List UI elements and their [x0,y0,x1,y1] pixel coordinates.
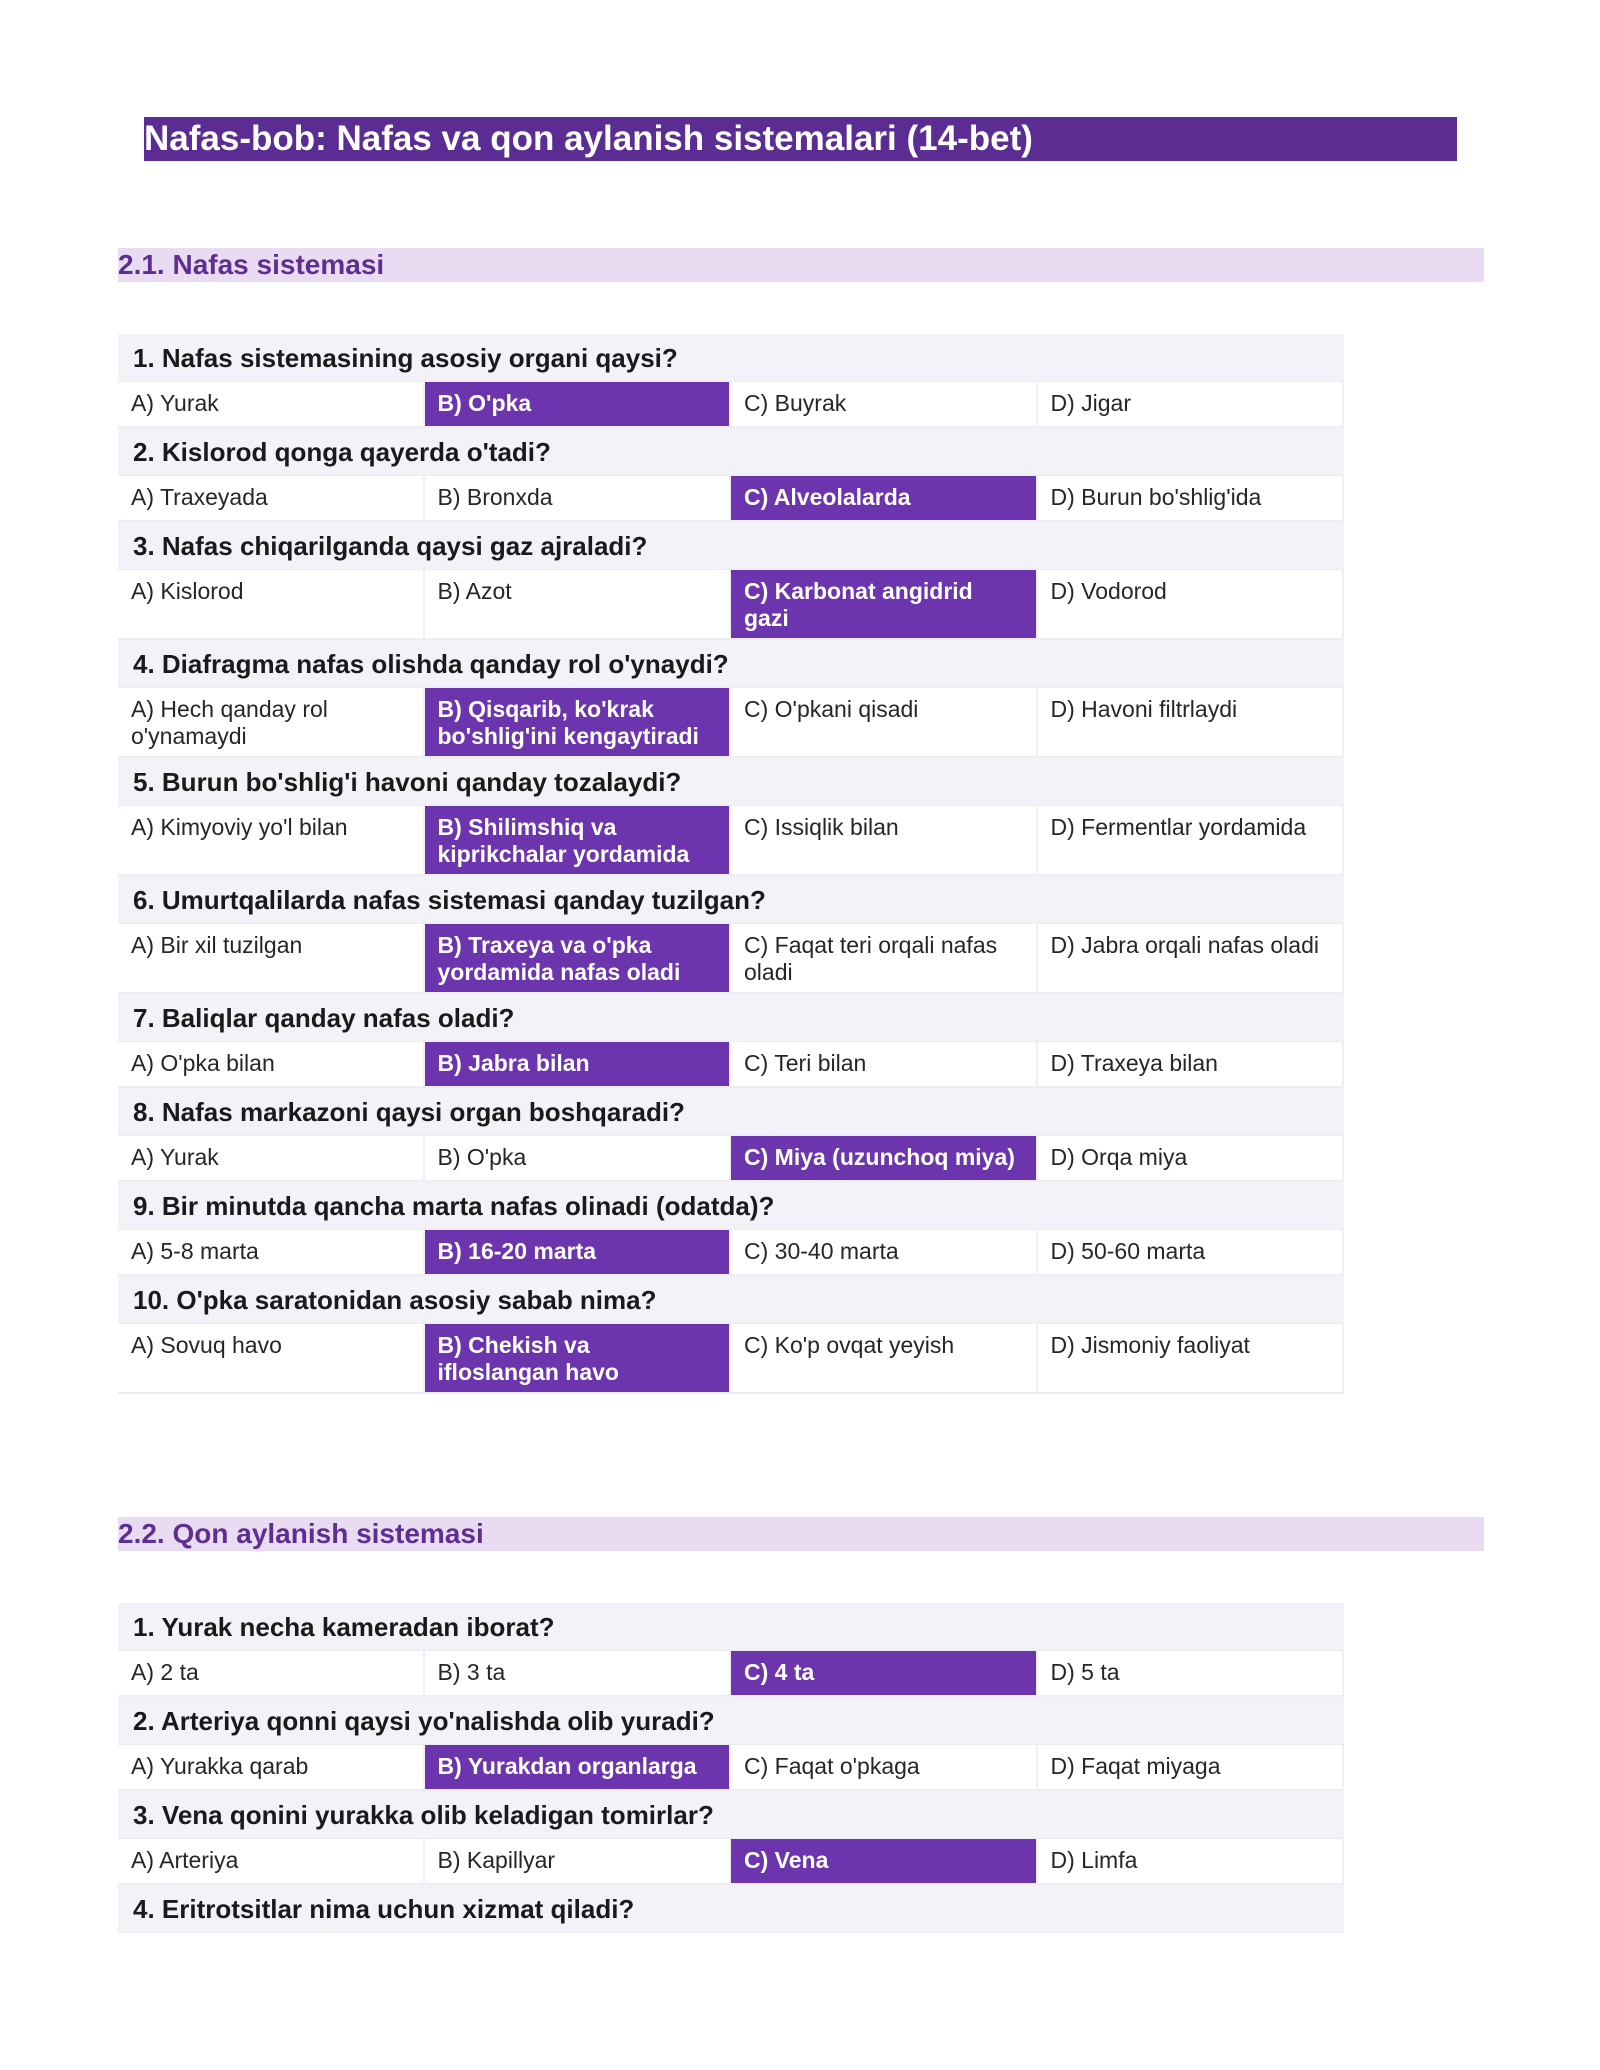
questions-table-nafas [118,334,1344,1394]
answer-option: A) Arteriya [118,1839,425,1885]
question-text: 2. Arteriya qonni qaysi yo'nalishda olib yuradi? [118,1697,1344,1745]
answer-option: C) 30-40 marta [731,1230,1038,1276]
answer-row [118,1042,1344,1088]
question-text: 9. Bir minutda qancha marta nafas olinadi (odatda)? [118,1182,1344,1230]
answer-option: A) Yurak [118,1136,425,1182]
answer-option: D) Havoni filtrlaydi [1038,688,1345,758]
answer-option: D) Fermentlar yordamida [1038,806,1345,876]
answer-option: C) Faqat o'pkaga [731,1745,1038,1791]
answer-option: A) Bir xil tuzilgan [118,924,425,994]
answer-row [118,570,1344,640]
answer-row [118,806,1344,876]
answer-row [118,924,1344,994]
answer-option: D) Jigar [1038,382,1345,428]
answer-option: B) O'pka [425,1136,732,1182]
answer-option: D) Burun bo'shlig'ida [1038,476,1345,522]
answer-option: D) Orqa miya [1038,1136,1345,1182]
answer-option-correct: C) Alveolalarda [731,476,1038,522]
answer-option-correct: C) Vena [731,1839,1038,1885]
answer-option: D) Faqat miyaga [1038,1745,1345,1791]
answer-row [118,1839,1344,1885]
answer-option-correct: C) Miya (uzunchoq miya) [731,1136,1038,1182]
answer-option: D) 5 ta [1038,1651,1345,1697]
questions-table-qon [118,1603,1344,1933]
answer-option-correct: C) Karbonat angidrid gazi [731,570,1038,640]
question-text: 7. Baliqlar qanday nafas oladi? [118,994,1344,1042]
answer-option-correct: B) Jabra bilan [425,1042,732,1088]
answer-option: D) 50-60 marta [1038,1230,1345,1276]
question-text: 1. Yurak necha kameradan iborat? [118,1603,1344,1651]
answer-option: A) Kislorod [118,570,425,640]
answer-option: C) O'pkani qisadi [731,688,1038,758]
section-title-qon: 2.2. Qon aylanish sistemasi [118,1517,1484,1551]
answer-option: C) Issiqlik bilan [731,806,1038,876]
answer-option: D) Jabra orqali nafas oladi [1038,924,1345,994]
answer-row [118,382,1344,428]
answer-option: A) Kimyoviy yo'l bilan [118,806,425,876]
question-text: 2. Kislorod qonga qayerda o'tadi? [118,428,1344,476]
answer-option: D) Vodorod [1038,570,1345,640]
answer-option-correct: B) Yurakdan organlarga [425,1745,732,1791]
answer-option: C) Ko'p ovqat yeyish [731,1324,1038,1394]
answer-option: B) Azot [425,570,732,640]
answer-option-correct: B) Traxeya va o'pka yordamida nafas oladi [425,924,732,994]
answer-row [118,1745,1344,1791]
page-title: Nafas-bob: Nafas va qon aylanish sistemalari (14-bet) [144,117,1457,161]
answer-option: A) Yurak [118,382,425,428]
section-title-nafas: 2.1. Nafas sistemasi [118,248,1484,282]
answer-row [118,688,1344,758]
answer-option-correct: B) Qisqarib, ko'krak bo'shlig'ini kengaytiradi [425,688,732,758]
answer-option: C) Faqat teri orqali nafas oladi [731,924,1038,994]
answer-row [118,476,1344,522]
answer-row [118,1230,1344,1276]
answer-option: A) Sovuq havo [118,1324,425,1394]
question-text: 4. Eritrotsitlar nima uchun xizmat qiladi? [118,1885,1344,1933]
answer-option-correct: B) 16-20 marta [425,1230,732,1276]
answer-option: A) Yurakka qarab [118,1745,425,1791]
answer-option: B) 3 ta [425,1651,732,1697]
answer-option: A) 2 ta [118,1651,425,1697]
question-text: 10. O'pka saratonidan asosiy sabab nima? [118,1276,1344,1324]
answer-option-correct: B) O'pka [425,382,732,428]
answer-row [118,1651,1344,1697]
question-text: 3. Nafas chiqarilganda qaysi gaz ajraladi? [118,522,1344,570]
question-text: 4. Diafragma nafas olishda qanday rol o'ynaydi? [118,640,1344,688]
answer-option: D) Limfa [1038,1839,1345,1885]
answer-option: B) Bronxda [425,476,732,522]
answer-option: A) 5-8 marta [118,1230,425,1276]
question-text: 6. Umurtqalilarda nafas sistemasi qanday tuzilgan? [118,876,1344,924]
answer-option: C) Buyrak [731,382,1038,428]
answer-option: C) Teri bilan [731,1042,1038,1088]
answer-option-correct: C) 4 ta [731,1651,1038,1697]
answer-option: A) O'pka bilan [118,1042,425,1088]
answer-option: A) Hech qanday rol o'ynamaydi [118,688,425,758]
answer-option-correct: B) Shilimshiq va kiprikchalar yordamida [425,806,732,876]
answer-option: D) Traxeya bilan [1038,1042,1345,1088]
answer-option: B) Kapillyar [425,1839,732,1885]
answer-row [118,1324,1344,1394]
question-text: 5. Burun bo'shlig'i havoni qanday tozalaydi? [118,758,1344,806]
question-text: 8. Nafas markazoni qaysi organ boshqaradi? [118,1088,1344,1136]
answer-option: D) Jismoniy faoliyat [1038,1324,1345,1394]
answer-row [118,1136,1344,1182]
question-text: 1. Nafas sistemasining asosiy organi qaysi? [118,334,1344,382]
answer-option: A) Traxeyada [118,476,425,522]
question-text: 3. Vena qonini yurakka olib keladigan tomirlar? [118,1791,1344,1839]
answer-option-correct: B) Chekish va ifloslangan havo [425,1324,732,1394]
